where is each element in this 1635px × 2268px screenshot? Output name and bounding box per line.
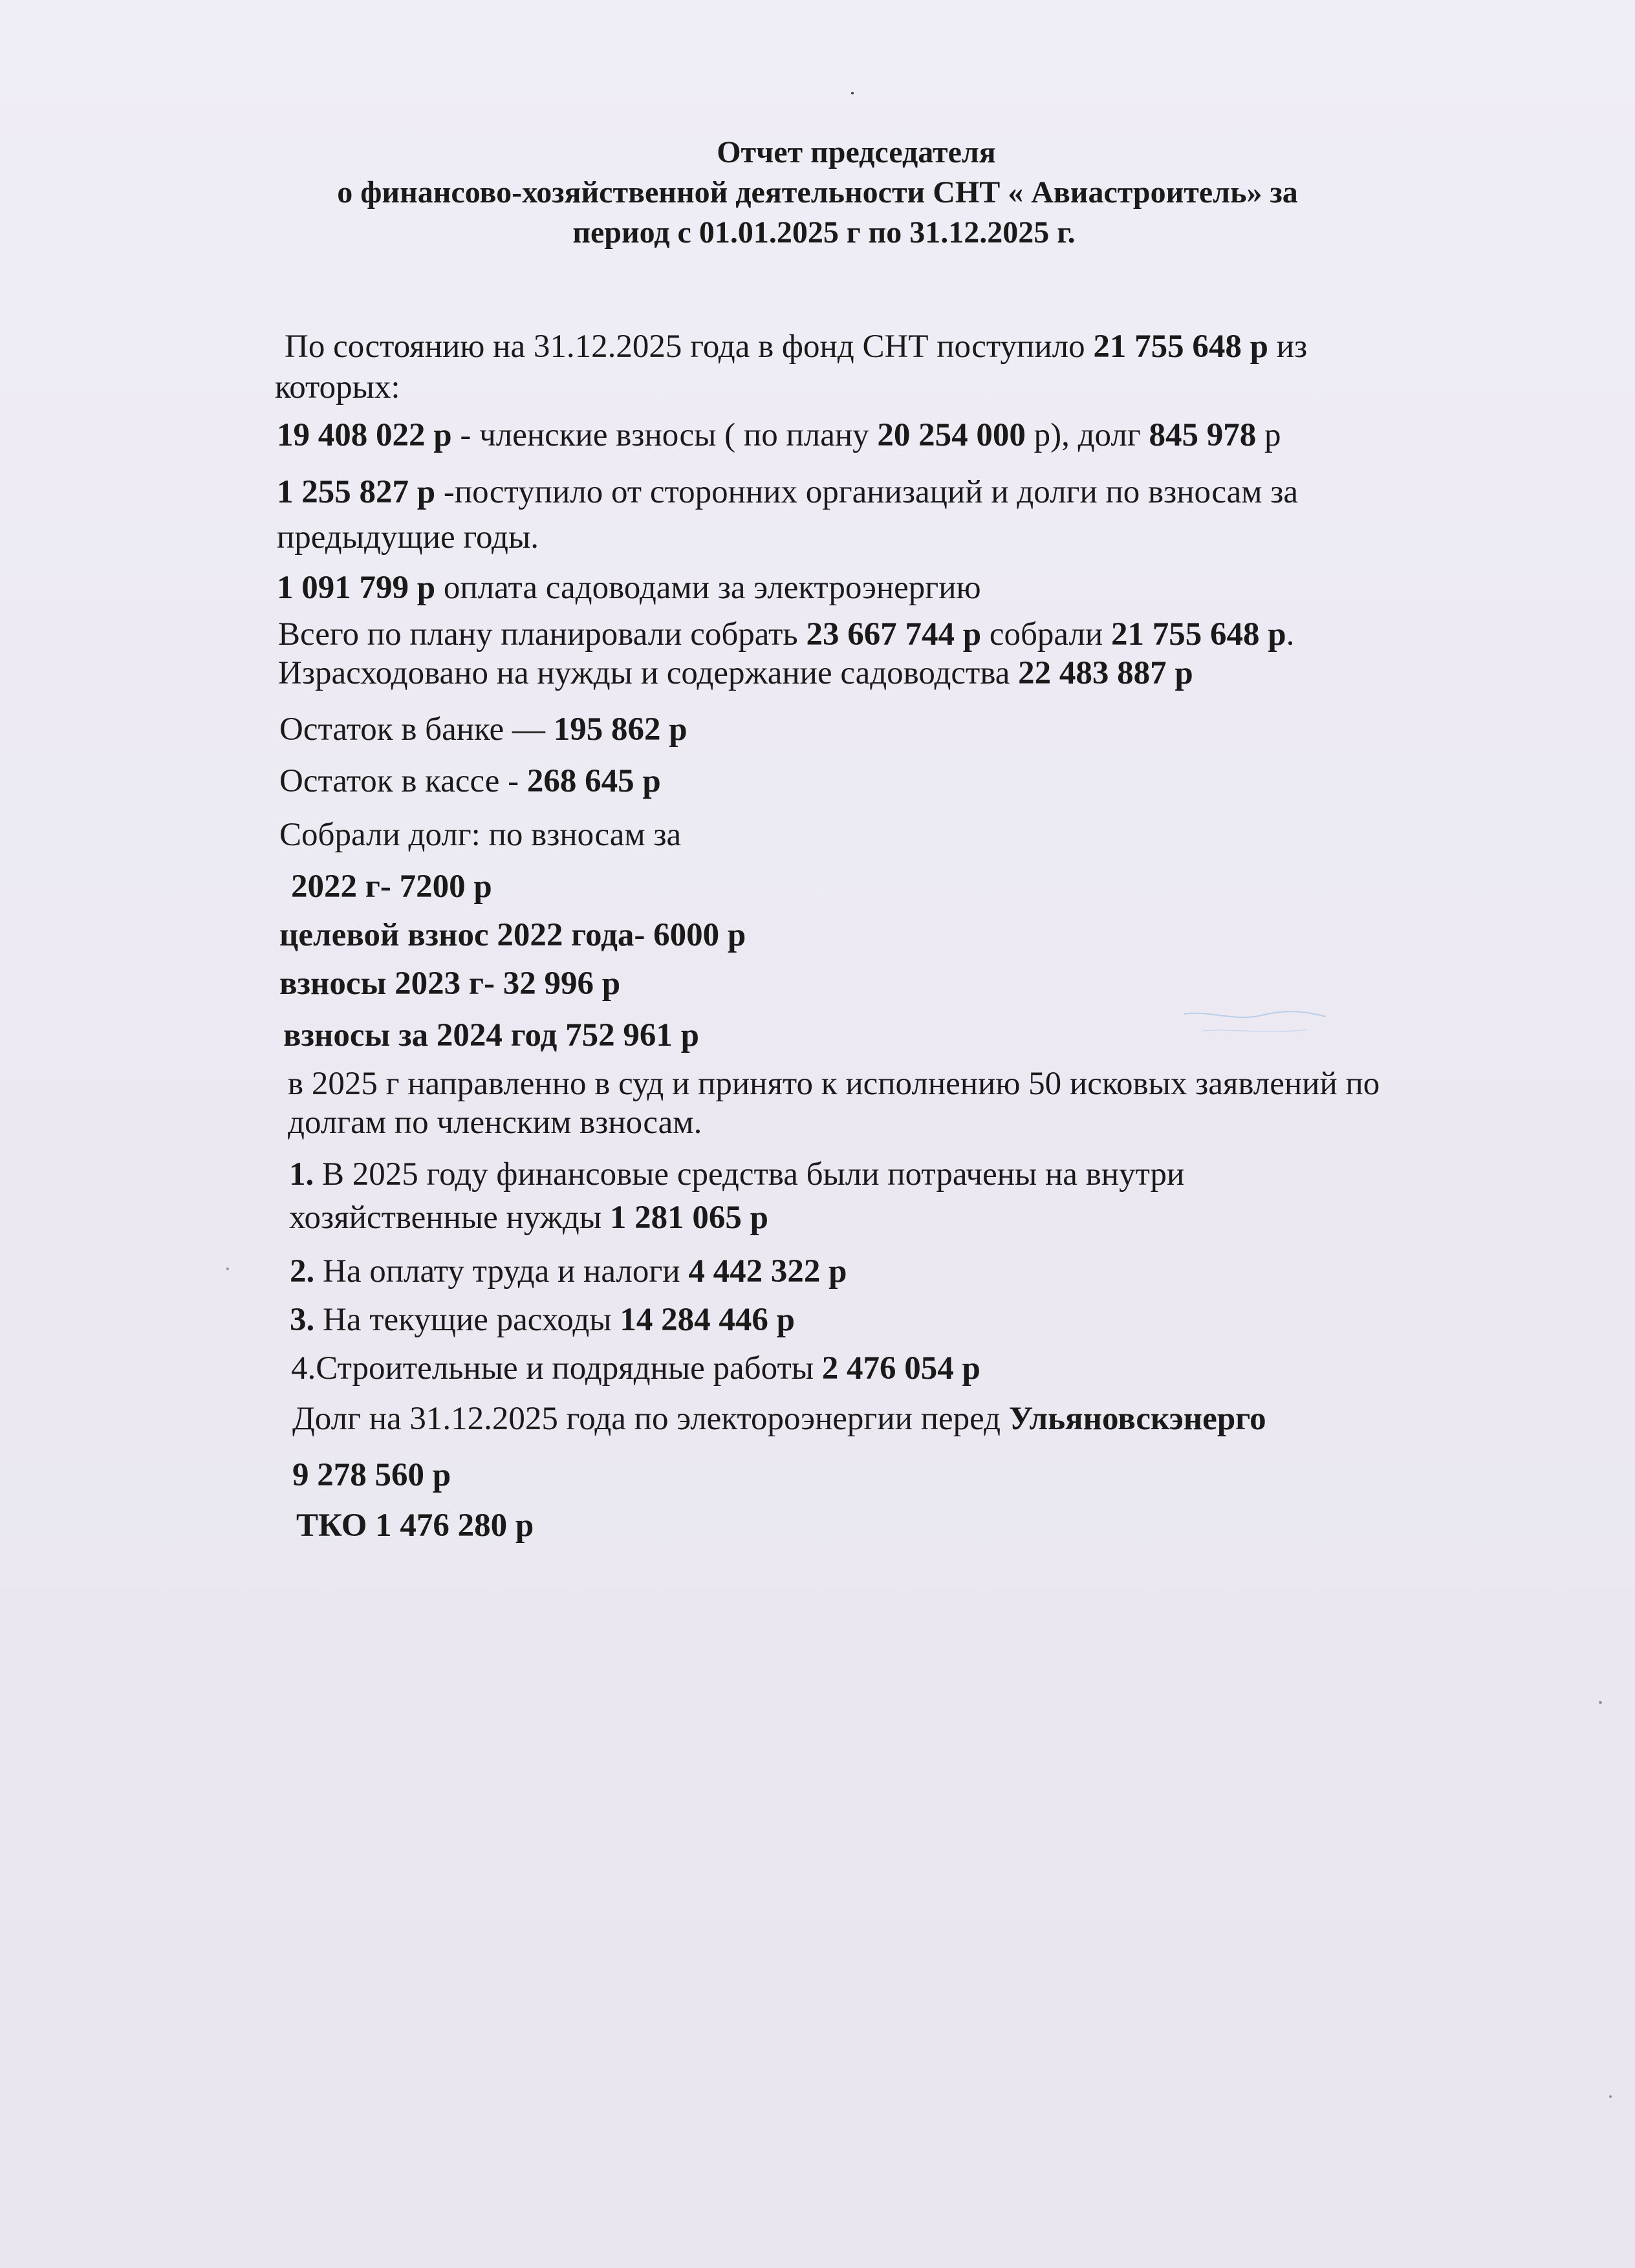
ink-dot bbox=[851, 92, 854, 94]
expense-item-4: 4.Строительные и подрядные работы 2 476 054 р bbox=[291, 1350, 980, 1387]
lawsuits-line: в 2025 г направленно в суд и принято к исполнению 50 исковых заявлений по bbox=[288, 1066, 1380, 1102]
plan-vs-collected-line: Всего по плану планировали собрать 23 667 744 р собрали 21 755 648 р. bbox=[278, 616, 1295, 653]
intake-total-line: По состоянию на 31.12.2025 года в фонд СНТ поступило 21 755 648 р из bbox=[285, 329, 1308, 365]
report-title bbox=[0, 133, 1635, 253]
membership-fees-line: 19 408 022 р - членские взносы ( по плану 20 254 000 р), долг 845 978 р bbox=[277, 417, 1281, 453]
electricity-debt-line: Долг на 31.12.2025 года по электороэнергии перед Ульяновскэнерго bbox=[292, 1401, 1266, 1437]
scan-speck bbox=[226, 1268, 229, 1270]
title-line-3: период с 01.01.2025 г по 31.12.2025 г. bbox=[572, 215, 1076, 250]
expense-item-1-cont: хозяйственные нужды 1 281 065 р bbox=[289, 1200, 768, 1236]
fees-2023-line: взносы 2023 г- 32 996 р bbox=[279, 966, 621, 1002]
spent-total-line: Израсходовано на нужды и содержание садоводства 22 483 887 р bbox=[278, 655, 1193, 691]
title-line-2: о финансово-хозяйственной деятельности СНТ « Авиастроитель» за bbox=[337, 175, 1298, 210]
electricity-payment-line: 1 091 799 р оплата садоводами за электроэнергию bbox=[277, 570, 981, 606]
electricity-debt-amount: 9 278 560 р bbox=[292, 1457, 451, 1493]
debt-collected-heading: Собрали долг: по взносам за bbox=[279, 817, 682, 853]
scan-speck bbox=[1609, 2095, 1612, 2098]
expense-item-3: 3. На текущие расходы 14 284 446 р bbox=[290, 1302, 795, 1338]
fees-2024-line: взносы за 2024 год 752 961 р bbox=[283, 1017, 699, 1053]
bank-balance-line: Остаток в банке — 195 862 р bbox=[279, 711, 688, 748]
cash-balance-line: Остаток в кассе - 268 645 р bbox=[279, 763, 661, 799]
intake-total-line-cont: которых: bbox=[275, 369, 400, 405]
pen-scribble bbox=[1177, 1002, 1332, 1041]
third-party-line-cont: предыдущие годы. bbox=[277, 519, 539, 556]
tko-debt-line: ТКО 1 476 280 р bbox=[296, 1507, 534, 1544]
target-fee-2022-line: целевой взнос 2022 года- 6000 р bbox=[279, 917, 746, 953]
expense-item-2: 2. На оплату труда и налоги 4 442 322 р bbox=[290, 1253, 847, 1290]
scan-speck bbox=[1599, 1701, 1602, 1704]
lawsuits-line-cont: долгам по членским взносам. bbox=[288, 1105, 702, 1141]
expense-item-1: 1. В 2025 году финансовые средства были потрачены на внутри bbox=[289, 1156, 1185, 1193]
third-party-line: 1 255 827 р -поступило от сторонних организаций и долги по взносам за bbox=[277, 474, 1299, 510]
title-line-1: Отчет председателя bbox=[717, 135, 996, 169]
debt-2022-line: 2022 г- 7200 р bbox=[291, 869, 492, 905]
